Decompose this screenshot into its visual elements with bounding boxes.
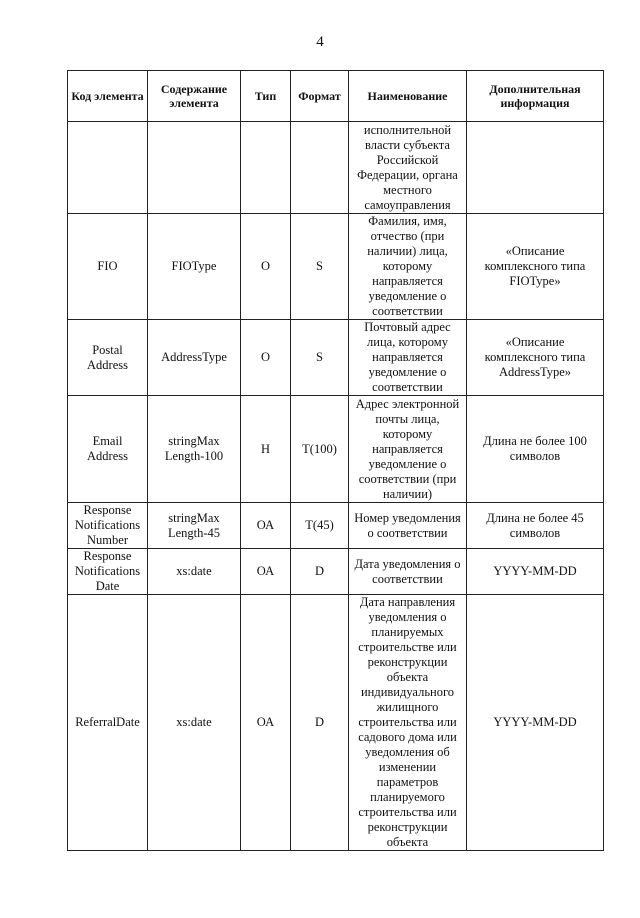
cell-type: ОА [241,549,291,595]
cell-additional [467,122,604,214]
header-content: Содержание элемента [148,71,241,122]
cell-format: D [291,595,349,851]
cell-format: S [291,320,349,396]
cell-content: xs:date [148,595,241,851]
table-row [68,122,604,214]
cell-code: ReferralDate [68,595,148,851]
header-additional: Дополнительная информация [467,71,604,122]
cell-content: stringMax Length-45 [148,503,241,549]
cell-type [241,122,291,214]
cell-name: Номер уведомления о соответствии [349,503,467,549]
table-row [68,320,604,396]
cell-code: Response Notifications Number [68,503,148,549]
table-row [68,549,604,595]
cell-type: О [241,214,291,320]
cell-type: О [241,320,291,396]
cell-name: Адрес электронной почты лица, которому направляется уведомление о соответствии (при наличии) [349,396,467,503]
cell-name: Фамилия, имя, отчество (при наличии) лица, которому направляется уведомление о соответствии [349,214,467,320]
header-row [68,71,604,122]
cell-additional: Длина не более 45 символов [467,503,604,549]
cell-name: исполнительной власти субъекта Российской Федерации, органа местного самоуправления [349,122,467,214]
cell-type: ОА [241,595,291,851]
cell-name: Дата направления уведомления о планируемых строительстве или реконструкции объекта индивидуального жилищного строительства или садового дома или уведомления об изменении параметров планируемого строительства или реконструкции объекта [349,595,467,851]
cell-name: Дата уведомления о соответствии [349,549,467,595]
cell-format [291,122,349,214]
cell-format: S [291,214,349,320]
cell-code [68,122,148,214]
cell-type: Н [241,396,291,503]
header-type: Тип [241,71,291,122]
table-row [68,396,604,503]
cell-format: D [291,549,349,595]
element-spec-table [67,70,604,851]
table-row [68,214,604,320]
cell-content: xs:date [148,549,241,595]
cell-type: ОА [241,503,291,549]
page-number: 4 [316,34,324,50]
cell-code: Email Address [68,396,148,503]
cell-name: Почтовый адрес лица, которому направляется уведомление о соответствии [349,320,467,396]
cell-additional: «Описание комплексного типа FIOType» [467,214,604,320]
cell-additional: YYYY-MM-DD [467,595,604,851]
cell-additional: «Описание комплексного типа AddressType» [467,320,604,396]
cell-code: Postal Address [68,320,148,396]
cell-additional: Длина не более 100 символов [467,396,604,503]
cell-code: FIO [68,214,148,320]
cell-format: T(45) [291,503,349,549]
header-format: Формат [291,71,349,122]
cell-content [148,122,241,214]
cell-additional: YYYY-MM-DD [467,549,604,595]
cell-content: stringMax Length-100 [148,396,241,503]
table-row [68,503,604,549]
cell-content: FIOType [148,214,241,320]
header-code: Код элемента [68,71,148,122]
cell-format: T(100) [291,396,349,503]
table-row [68,595,604,851]
header-name: Наименование [349,71,467,122]
cell-content: AddressType [148,320,241,396]
cell-code: Response Notifications Date [68,549,148,595]
